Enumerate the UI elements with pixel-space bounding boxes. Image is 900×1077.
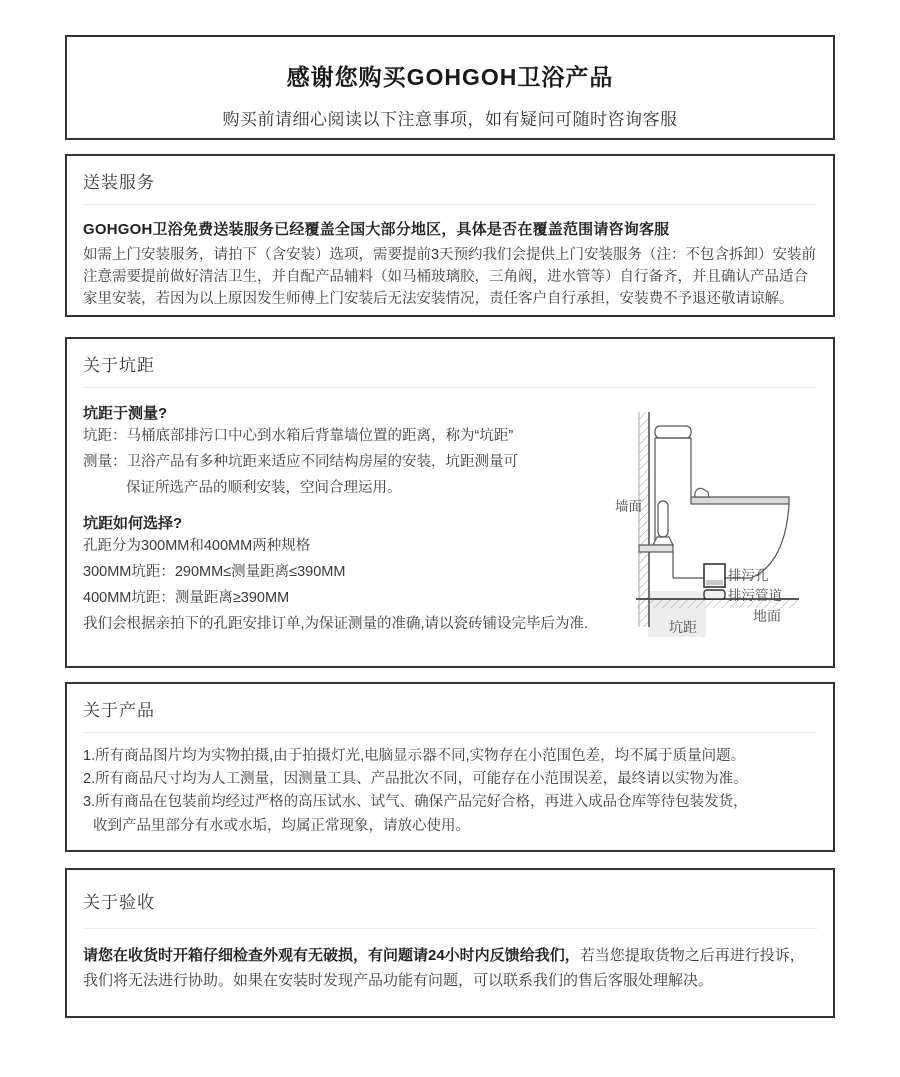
section-heading-acceptance: 关于验收 [83,893,155,912]
toilet-seat [691,497,789,504]
pit-choose-line: 孔距分为300MM和400MM两种规格 [83,537,311,554]
delivery-service-section [65,154,835,317]
product-note-line: 1.所有商品图片均为实物拍摄,由于拍摄灯光,电脑显示器不同,实物存在小范围色差，均不属于质量问题。 [83,748,746,764]
diagram-wall-label: 墙面 [615,499,642,514]
pit-measure-line: 坑距：马桶底部排污口中心到水箱后背靠墙位置的距离，称为“坑距” [83,428,514,444]
diagram-drain-hole-label: 排污孔 [728,568,769,583]
toilet-valve-stem [658,501,668,537]
section-heading-product: 关于产品 [83,701,155,720]
acceptance-normal-text: 若当您提取货物之后再进行投诉，我们将无法进行协助。如果在安装时发现产品功能有问题，可以联系我们的售后客服处理解决。 [83,947,805,989]
pit-measure-line: 保证所选产品的顺利安装，空间合理运用。 [126,480,402,497]
diagram-drain-pipe-label: 排污管道 [728,588,782,603]
pit-choose-line: 400MM坑距：测量距离≥390MM [83,590,290,607]
wall-hatching [639,412,649,627]
acceptance-bold-text: 请您在收货时开箱仔细检查外观有无破损，有问题请24小时内反馈给我们， [83,947,580,964]
product-note-line: 2.所有商品尺寸均为人工测量，因测量工具、产品批次不同，可能存在小范围误差，最终请以实物为准。 [83,771,748,788]
pit-distance-diagram [591,399,831,651]
section-heading-pit: 关于坑距 [83,356,155,375]
product-note-line: 3.所有商品在包装前均经过严格的高压试水、试气、确保产品完好合格，再进入成品仓库等待包装发货， [83,794,748,811]
pit-choose-line: 300MM坑距：290MM≤测量距离≤390MM [83,563,346,580]
pit-measure-title: 坑距于测量? [83,405,168,422]
section-heading-delivery: 送装服务 [83,173,155,192]
pit-choose-title: 坑距如何选择? [83,514,183,532]
acceptance-section [65,868,835,1018]
toilet-valve-plate [639,545,673,552]
pit-distance-section [65,337,835,668]
diagram-pit-distance-label: 坑距 [669,619,697,635]
page-subtitle: 购买前请细心阅读以下注意事项，如有疑问可随时咨询客服 [222,110,678,129]
heading-divider [83,732,817,733]
product-notes-list [83,745,817,838]
drain-pipe-box [704,590,725,599]
toilet-seat-nozzle [695,488,709,497]
diagram-ground-label: 地面 [753,608,781,624]
pit-text-column [83,402,603,637]
heading-divider [83,204,817,205]
toilet-bowl-curve [751,504,789,578]
pit-choose-line: 我们会根据亲拍下的孔距安排订单,为保证测量的准确,请以瓷砖铺设完毕后为准. [83,616,589,633]
page-title: 感谢您购买GOHGOH卫浴产品 [286,64,614,90]
header-section [65,35,835,140]
toilet-tank-cap [655,426,691,438]
product-note-line: 收到产品里部分有水或水垢，均属正常现象，请放心使用。 [93,817,470,834]
delivery-lead-text: GOHGOH卫浴免费送装服务已经覆盖全国大部分地区，具体是否在覆盖范围请咨询客服 [83,221,670,238]
heading-divider [83,928,817,929]
about-product-section [65,682,835,852]
delivery-body-text: 如需上门安装服务，请拍下（含安装）选项，需要提前3天预约我们会提供上门安装服务（注：不包含拆卸）安装前注意需要提前做好清洁卫生，并自配产品辅料（如马桶玻璃胶，三角阀，进水管等）自行备齐，并且确认产品适合家里安装，若因为以上原因发生师傅上门安装后无法安装情况，责任客户自行承担，安装费不予退还敬请谅解。 [83,247,817,307]
pit-measure-line: 测量：卫浴产品有多种坑距来适应不同结构房屋的安装，坑距测量可 [83,454,518,471]
heading-divider [83,387,817,388]
toilet-valve-flare [653,537,673,545]
acceptance-body-text [83,944,817,993]
